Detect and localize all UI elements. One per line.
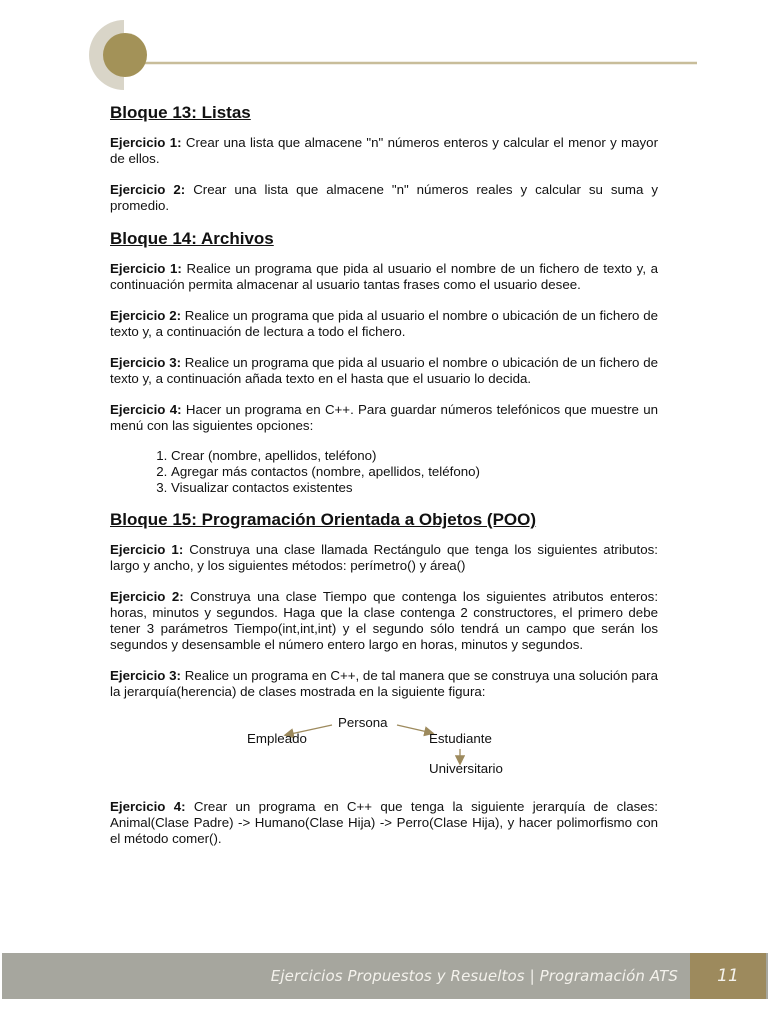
arrow-to-estudiante [397,725,432,733]
page-number: 11 [690,953,766,999]
exercise-13-2: Ejercicio 2: Crear una lista que almacene "n" números reales y calcular su suma y promedio. [110,182,659,213]
header-decoration [84,20,704,90]
section-title-bloque-14: Bloque 14: Archivos [110,229,274,248]
hierarchy-node-empleado: Empleado [247,731,307,746]
exercise-14-3: Ejercicio 3: Realice un programa que pida al usuario el nombre o ubicación de un fichero de texto y, a continuación añada texto en el hasta que el usuario lo decida. [110,355,658,386]
footer-bar [2,953,768,999]
exercise-14-2: Ejercicio 2: Realice un programa que pida al usuario el nombre o ubicación de un fichero de texto y, a continuación de lectura a todo el fichero. [110,308,658,339]
exercise-14-1: Ejercicio 1: Realice un programa que pida al usuario el nombre de un fichero de texto y, a continuación permita almacenar al usuario tantas frases como el usuario desee. [110,261,659,292]
exercise-13-1: Ejercicio 1: Crear una lista que almacene "n" números enteros y calcular el menor y mayor de ellos. [110,135,658,166]
hierarchy-node-universitario: Universitario [429,761,503,776]
footer-text: Ejercicios Propuestos y Resueltos | Programación ATS [270,967,678,985]
exercise-15-1: Ejercicio 1: Construya una clase llamada Rectángulo que tenga los siguientes atributos: largo y ancho, y los siguientes métodos: perímetro() y área() [110,542,658,573]
class-hierarchy-figure [110,713,658,785]
exercise-15-2: Ejercicio 2: Construya una clase Tiempo que contenga los siguientes atributos enteros: horas, minutos y segundos. Haga que la clase contenga 2 constructores, el primero debe tener 3 parámetros Tiempo(int,int,int) y el segundo sólo tendrá un campo que serán los segundos y desensamble el número entero largo en horas, minutos y segundos. [110,589,659,652]
hierarchy-node-estudiante: Estudiante [429,731,492,746]
exercise-15-3: Ejercicio 3: Realice un programa en C++, de tal manera que se construya una solución para la jerarquía(herencia) de clases mostrada en la siguiente figura: [110,668,658,699]
section-title-bloque-15: Bloque 15: Programación Orientada a Objetos (POO) [110,510,537,529]
exercise-15-4: Ejercicio 4: Crear un programa en C++ que tenga la siguiente jerarquía de clases: Animal(Clase Padre) -> Humano(Clase Hija) -> Perro(Clase Hija), y hacer polimorfismo con el método comer(). [110,799,658,846]
list-item: 2. Agregar más contactos (nombre, apellidos, teléfono) [171,464,658,480]
exercise-14-4: Ejercicio 4: Hacer un programa en C++. Para guardar números telefónicos que muestre un menú con las siguientes opciones: [110,402,658,433]
hierarchy-node-persona: Persona [338,715,388,730]
list-item: 1. Crear (nombre, apellidos, teléfono) [171,448,658,464]
section-title-bloque-13: Bloque 13: Listas [110,103,251,122]
menu-options-list [110,448,658,496]
header-circle [103,33,147,77]
document-body [110,103,658,862]
list-item: 3. Visualizar contactos existentes [171,480,658,496]
